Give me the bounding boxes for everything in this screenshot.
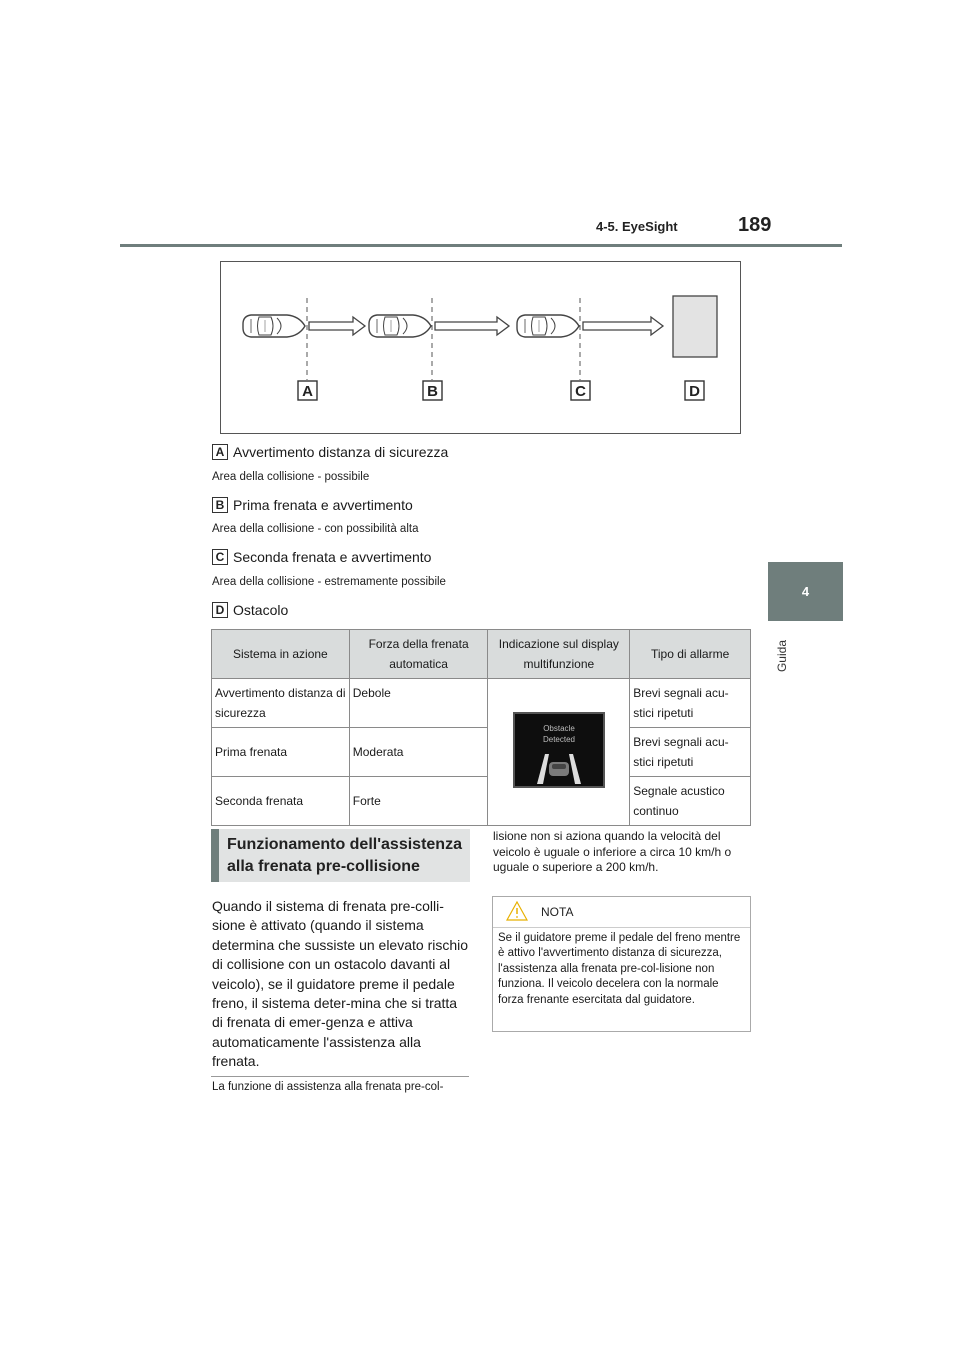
lane-right: [569, 754, 581, 784]
obstacle-box: [673, 296, 717, 357]
marker-a: A: [302, 383, 313, 400]
marker-d: D: [689, 383, 700, 400]
legend-badge: D: [212, 602, 228, 618]
display-line-2: Detected: [542, 735, 575, 744]
table-cell: Segnale acustico continuo: [630, 777, 751, 826]
footnote-rule: [211, 1076, 469, 1077]
legend-sub: Area della collisione - possibile: [212, 471, 370, 483]
table-cell: Avvertimento distanza di sicurezza: [212, 679, 350, 728]
legend-item-b: [212, 497, 413, 513]
table-cell: Brevi segnali acu-stici ripetuti: [630, 679, 751, 728]
legend-badge: C: [212, 549, 228, 565]
legend-title: Prima frenata e avvertimento: [233, 497, 413, 513]
table-header: Forza della frenata automatica: [349, 630, 488, 679]
section-title: 4-5. EyeSight: [596, 219, 678, 234]
page-number: 189: [738, 214, 772, 236]
table-header: Indicazione sul display multifunzione: [488, 630, 630, 679]
warning-icon: [506, 901, 528, 921]
legend-item-d: [212, 602, 288, 618]
table-header: Sistema in azione: [212, 630, 350, 679]
arrow-icon: [435, 317, 509, 335]
marker-b: B: [427, 383, 438, 400]
note-body: Se il guidatore preme il pedale del freno mentre è attivo l'avvertimento distanza di sicurezza, l'assistenza alla frenata pre-col-lisione non funziona. Il veicolo decelera con la normale forza frenante esercitata dal guidatore.: [498, 932, 741, 1006]
note-header: [493, 897, 750, 928]
table-header-row: [212, 630, 751, 679]
lane-left: [537, 754, 549, 784]
legend-sub: Area della collisione - con possibilità alta: [212, 523, 419, 535]
table-row: [212, 777, 751, 826]
legend-title: Avvertimento distanza di sicurezza: [233, 444, 449, 460]
car-icon: [369, 315, 431, 337]
section-heading: Funzionamento dell'assistenza alla frenata pre-collisione: [211, 829, 470, 882]
legend-badge: B: [212, 497, 228, 513]
table-cell: Forte: [349, 777, 488, 826]
legend-item-c: [212, 549, 431, 565]
table-cell: Prima frenata: [212, 728, 350, 777]
display-graphic: [515, 714, 603, 786]
header-rule: [120, 244, 842, 247]
display-screen: [513, 712, 605, 788]
system-table: [211, 629, 751, 826]
chapter-label: Guida: [775, 640, 789, 673]
table-row: [212, 679, 751, 728]
marker-c: C: [575, 383, 586, 400]
note-box: [492, 896, 751, 1032]
note-title: NOTA: [541, 905, 574, 919]
legend-title: Ostacolo: [233, 602, 289, 618]
table-row: [212, 728, 751, 777]
chapter-tab: 4: [768, 562, 843, 621]
display-line-1: Obstacle: [543, 724, 575, 733]
table-cell: Moderata: [349, 728, 488, 777]
table-cell: Seconda frenata: [212, 777, 350, 826]
collision-diagram: [220, 261, 741, 434]
legend-title: Seconda frenata e avvertimento: [233, 549, 432, 565]
legend-sub: Area della collisione - estremamente possibile: [212, 576, 446, 588]
continuation-text: lisione non si aziona quando la velocità del veicolo è uguale o inferiore a circa 10 km/h o uguale o superiore a 200 km/h.: [493, 829, 732, 874]
arrow-icon: [583, 317, 663, 335]
collision-diagram-svg: [221, 262, 740, 433]
footnote-text: La funzione di assistenza alla frenata pre-col-: [212, 1081, 444, 1093]
table-cell: Debole: [349, 679, 488, 728]
car-icon: [517, 315, 579, 337]
legend-item-a: [212, 444, 448, 460]
vehicle-window: [552, 764, 566, 769]
table-header: Tipo di allarme: [630, 630, 751, 679]
arrow-icon: [309, 317, 365, 335]
table-cell: Brevi segnali acu-stici ripetuti: [630, 728, 751, 777]
body-paragraph: Quando il sistema di frenata pre-colli-sione è attivato (quando il sistema determina che sussiste un elevato rischio di collisione con un ostacolo davanti al veicolo), se il guidatore preme il pedale freno, il sistema deter-mina che si tratta di frenata di emer-genza e attiva automaticamente l'assistenza alla frenata.: [212, 898, 469, 1070]
legend-badge: A: [212, 444, 228, 460]
car-icon: [243, 315, 305, 337]
display-cell: [488, 679, 630, 826]
